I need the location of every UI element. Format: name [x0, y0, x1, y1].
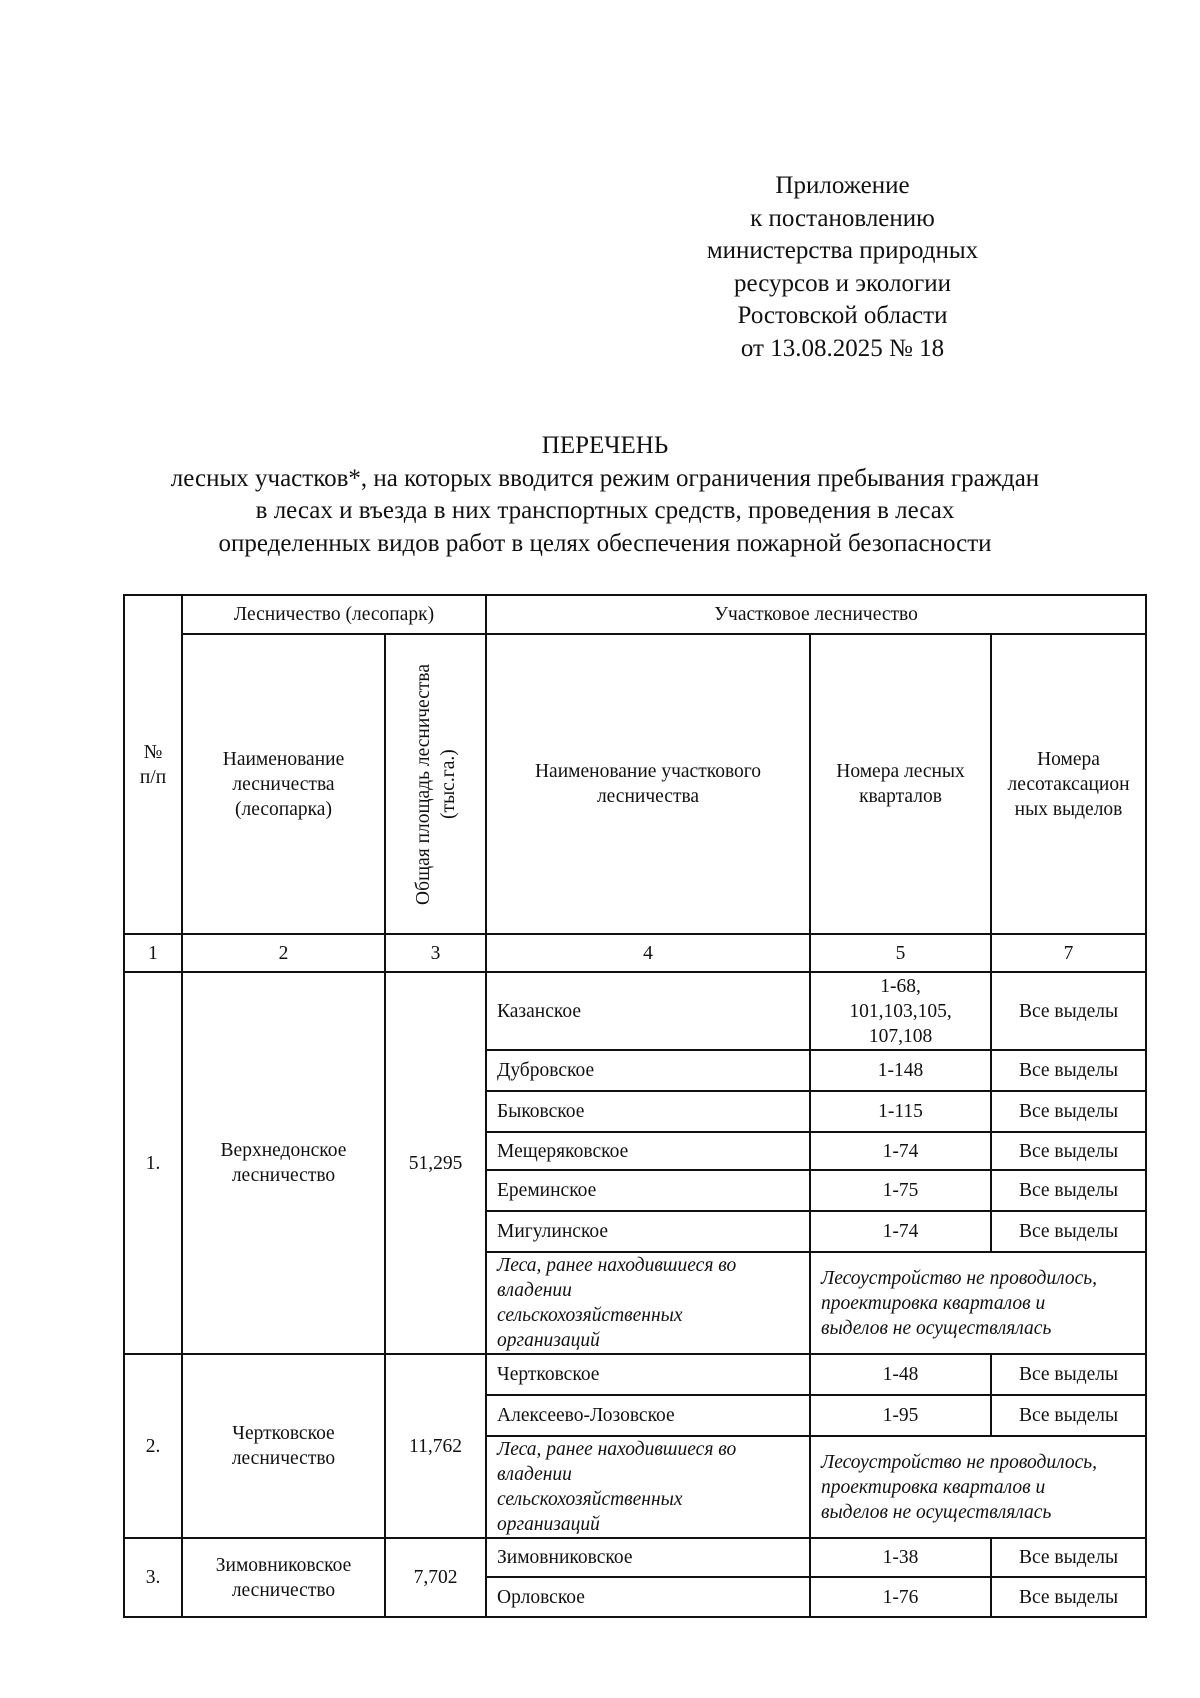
forestry-name-line: Зимовниковское: [215, 1554, 352, 1576]
note-text: [810, 1252, 1146, 1354]
header-line: ных выделов: [1014, 798, 1123, 820]
quarters-cell: [810, 1132, 991, 1170]
table-row: [124, 972, 1146, 1050]
district-name: Быковское: [486, 1091, 810, 1132]
appendix-line: от 13.08.2025 № 18: [740, 334, 945, 362]
appendix-block: [650, 170, 1035, 366]
allotments-cell: Все выделы: [991, 1132, 1146, 1170]
header-line: кварталов: [859, 786, 942, 807]
district-name: Алексеево-Лозовское: [486, 1395, 810, 1436]
allotments-cell: Все выделы: [991, 1211, 1146, 1252]
quarters-cell: [810, 1577, 991, 1617]
header-line: Наименование: [222, 748, 345, 770]
quarters-line: 1-74: [882, 1221, 919, 1242]
document-title: [100, 430, 1110, 560]
note-district: [486, 1252, 810, 1354]
header-line: лесничества: [232, 773, 335, 795]
note-district-line: сельскохозяйственных: [497, 1305, 683, 1326]
quarters-cell: [810, 1395, 991, 1436]
district-name: Мещеряковское: [486, 1132, 810, 1170]
note-text-line: проектировка кварталов и: [821, 1292, 1046, 1314]
forestry-name: [182, 1538, 385, 1617]
appendix-line: Ростовской области: [737, 302, 948, 330]
forestry-area: 11,762: [385, 1354, 486, 1538]
col-number: 5: [810, 934, 991, 972]
quarters-line: 1-148: [877, 1060, 924, 1081]
quarters-line: 101,103,105,: [849, 1000, 952, 1022]
header-line: (лесопарка): [235, 798, 332, 820]
title-line: определенных видов работ в целях обеспечения пожарной безопасности: [218, 529, 992, 557]
header-area-vertical: [411, 664, 461, 905]
header-line: Общая площадь лесничества: [412, 663, 434, 905]
header-row-columns: [124, 634, 1146, 934]
note-district-line: Леса, ранее находившиеся во: [497, 1439, 737, 1460]
quarters-cell: [810, 1538, 991, 1577]
header-allotments: [991, 634, 1146, 934]
quarters-line: 1-76: [882, 1586, 919, 1608]
header-forestry-name: [182, 634, 385, 934]
col-number: 4: [486, 934, 810, 972]
note-text-line: проектировка кварталов и: [821, 1476, 1046, 1498]
col-number: 7: [991, 934, 1146, 972]
appendix-line: министерства природных: [706, 237, 979, 265]
note-district-line: владении: [497, 1464, 572, 1485]
header-group-district: Участковое лесничество: [486, 595, 1146, 634]
header-district-name: [486, 634, 810, 934]
note-text-line: выделов не осуществлялась: [821, 1501, 1052, 1523]
header-line: (тыс.га.): [437, 749, 459, 819]
forestry-name: [182, 972, 385, 1354]
quarters-line: 1-38: [882, 1547, 919, 1568]
note-text-line: выделов не осуществлялась: [821, 1317, 1052, 1339]
note-district-line: владении: [497, 1280, 572, 1301]
quarters-cell: [810, 1211, 991, 1252]
title-line: в лесах и въезда в них транспортных средств, проведения в лесах: [255, 497, 955, 525]
header-num: [124, 595, 182, 934]
header-line: лесничества: [596, 786, 700, 807]
forestry-area: 7,702: [385, 1538, 486, 1617]
allotments-cell: Все выделы: [991, 1538, 1146, 1577]
allotments-cell: Все выделы: [991, 1395, 1146, 1436]
header-quarters: [810, 634, 991, 934]
allotments-cell: Все выделы: [991, 972, 1146, 1050]
header-area: [385, 634, 486, 934]
note-district-line: организаций: [497, 1514, 600, 1535]
allotments-cell: Все выделы: [991, 1050, 1146, 1091]
note-text-line: Лесоустройство не проводилось,: [821, 1451, 1098, 1473]
col-number: 3: [385, 934, 486, 972]
quarters-line: 1-95: [882, 1405, 919, 1426]
header-line: Номера лесных: [836, 761, 965, 782]
district-name: Чертковское: [486, 1354, 810, 1395]
col-number: 1: [124, 934, 182, 972]
quarters-cell: [810, 1050, 991, 1091]
quarters-line: 1-115: [878, 1101, 923, 1122]
forest-plots-table: [123, 594, 1147, 1618]
quarters-cell: [810, 1354, 991, 1395]
col-number: 2: [182, 934, 385, 972]
forestry-name: [182, 1354, 385, 1538]
table-row: [124, 1354, 1146, 1395]
title-heading: ПЕРЕЧЕНЬ: [541, 432, 669, 459]
header-line: лесотаксацион: [1007, 773, 1130, 795]
note-district-line: сельскохозяйственных: [497, 1489, 683, 1510]
quarters-cell: [810, 972, 991, 1050]
row-number: 1.: [124, 972, 182, 1354]
column-numbers-row: [124, 934, 1146, 972]
district-name: Мигулинское: [486, 1211, 810, 1252]
forestry-area: 51,295: [385, 972, 486, 1354]
header-num-line: №: [143, 741, 163, 763]
forestry-name-line: Чертковское: [232, 1423, 335, 1444]
row-number: 2.: [124, 1354, 182, 1538]
quarters-line: 1-75: [882, 1180, 919, 1201]
header-row-group: [124, 595, 1146, 634]
district-name: Ереминское: [486, 1170, 810, 1211]
forestry-name-line: лесничество: [231, 1579, 336, 1601]
quarters-line: 1-48: [882, 1364, 919, 1385]
header-line: Наименование участкового: [534, 761, 762, 782]
allotments-cell: Все выделы: [991, 1091, 1146, 1132]
note-district-line: организаций: [497, 1330, 600, 1351]
header-group-forestry: Лесничество (лесопарк): [182, 595, 486, 634]
row-number: 3.: [124, 1538, 182, 1617]
quarters-cell: [810, 1170, 991, 1211]
header-line: Номера: [1037, 748, 1100, 770]
district-name: Зимовниковское: [486, 1538, 810, 1577]
note-text-line: Лесоустройство не проводилось,: [821, 1267, 1098, 1289]
forestry-name-line: лесничество: [231, 1165, 336, 1186]
allotments-cell: Все выделы: [991, 1577, 1146, 1617]
allotments-cell: Все выделы: [991, 1170, 1146, 1211]
appendix-line: Приложение: [775, 172, 910, 199]
quarters-line: 1-74: [882, 1140, 919, 1162]
header-num-line: п/п: [139, 766, 167, 788]
note-text: [810, 1436, 1146, 1538]
forestry-name-line: лесничество: [231, 1448, 336, 1469]
district-name: Орловское: [486, 1577, 810, 1617]
forestry-name-line: Верхнедонское: [220, 1140, 347, 1161]
note-district: [486, 1436, 810, 1538]
quarters-cell: [810, 1091, 991, 1132]
district-name: Дубровское: [486, 1050, 810, 1091]
table-row: [124, 1538, 1146, 1577]
note-district-line: Леса, ранее находившиеся во: [497, 1255, 737, 1276]
appendix-line: ресурсов и экологии: [733, 269, 952, 297]
quarters-line: 1-68,: [880, 975, 921, 997]
district-name: Казанское: [486, 972, 810, 1050]
appendix-line: к постановлению: [750, 204, 935, 232]
title-line: лесных участков*, на которых вводится режим ограничения пребывания граждан: [170, 464, 1040, 492]
quarters-line: 107,108: [868, 1025, 933, 1047]
allotments-cell: Все выделы: [991, 1354, 1146, 1395]
